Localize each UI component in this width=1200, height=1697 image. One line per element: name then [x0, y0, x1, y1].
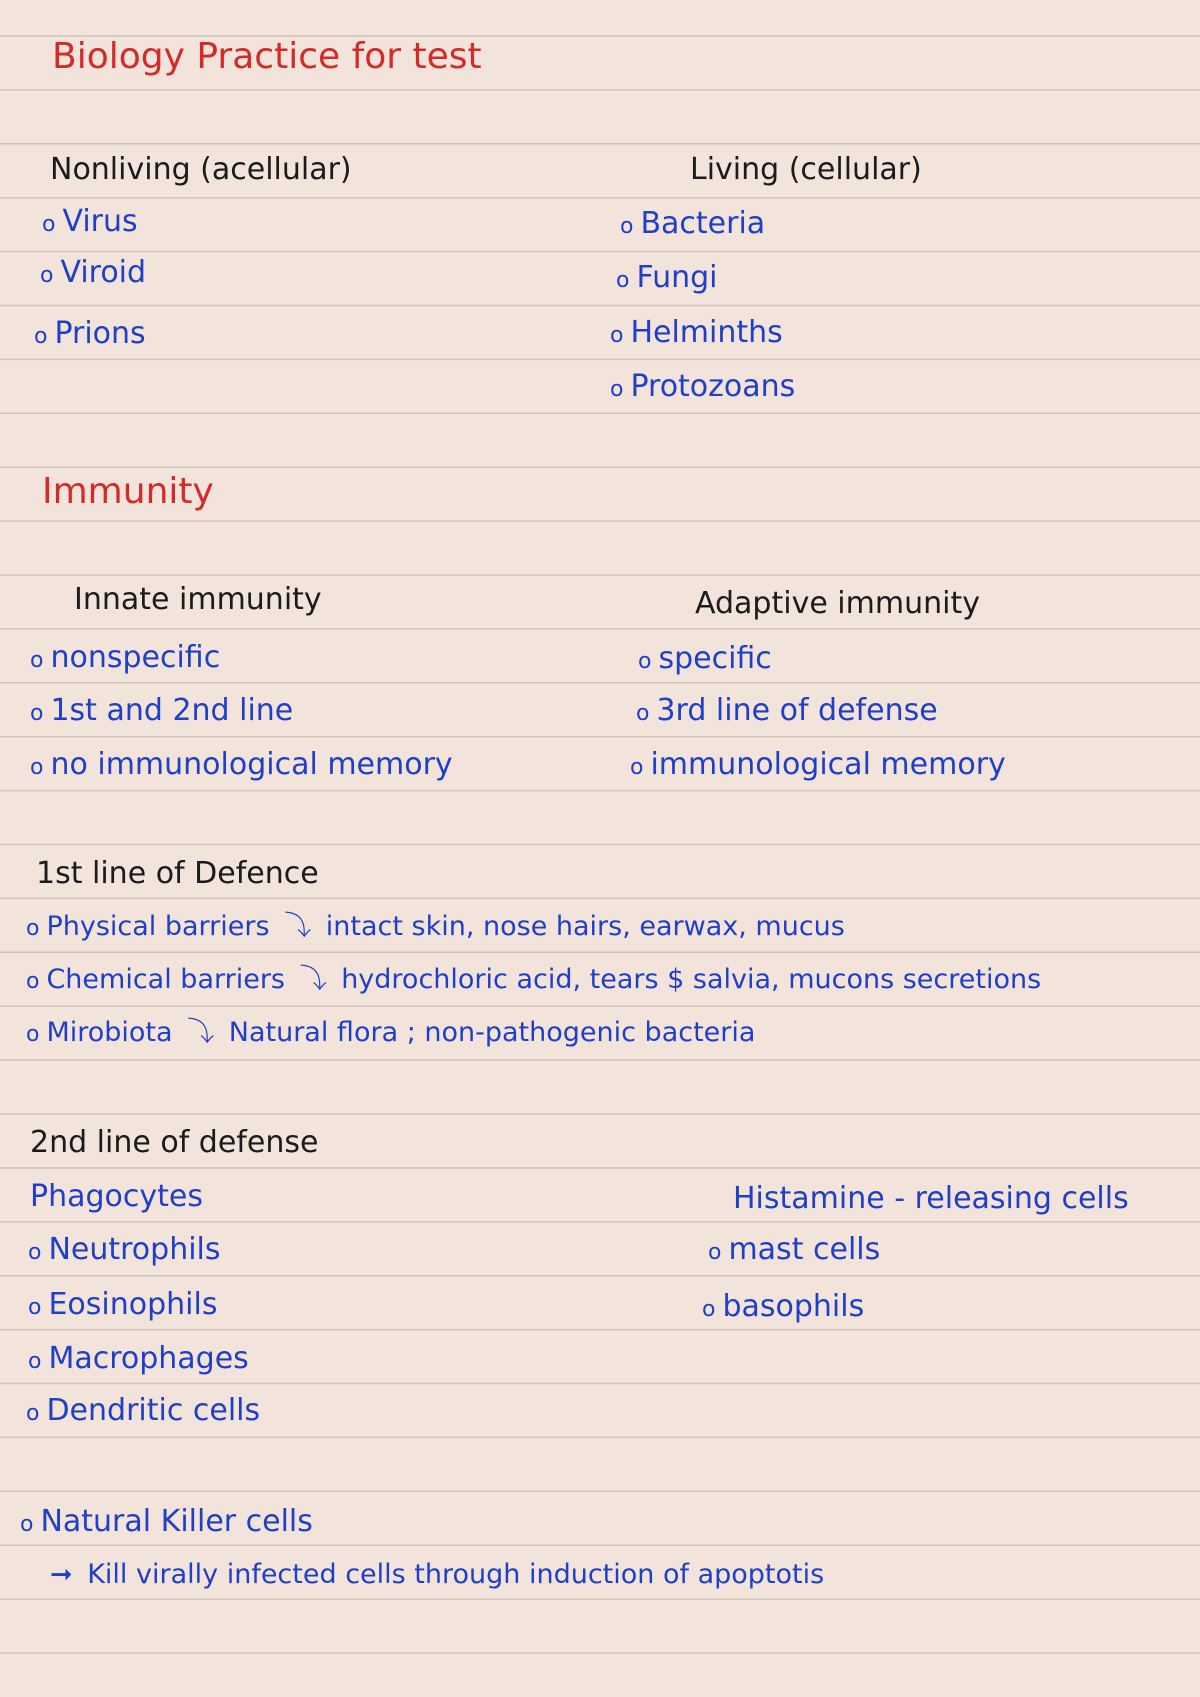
living-item: o Helminths [610, 316, 783, 353]
page-title: Biology Practice for test [52, 36, 482, 77]
phagocyte-item: o Eosinophils [28, 1288, 217, 1325]
arrow-icon: ➞ [50, 1559, 73, 1590]
nonliving-heading: Nonliving (acellular) [50, 152, 352, 187]
histamine-heading: Histamine - releasing cells [733, 1181, 1129, 1216]
arrow-icon: ⤵ [299, 964, 327, 995]
row-label: o Physical barriers [26, 911, 270, 942]
arrow-icon: ⤵ [187, 1017, 215, 1048]
phagocyte-item: o Neutrophils [28, 1233, 221, 1270]
first-line-row [26, 910, 845, 946]
second-line-heading: 2nd line of defense [30, 1125, 319, 1160]
living-item: o Bacteria [620, 207, 765, 244]
living-item: o Fungi [616, 261, 717, 298]
row-detail: Natural flora ; non-pathogenic bacteria [228, 1017, 756, 1048]
histamine-item: o mast cells [708, 1233, 880, 1270]
adaptive-item: o 3rd line of defense [636, 694, 938, 731]
nonliving-item: o Viroid [40, 256, 146, 293]
nk-detail-row [44, 1558, 824, 1592]
innate-item: o nonspecific [30, 641, 220, 678]
immunity-heading: Immunity [42, 471, 214, 512]
row-detail: hydrochloric acid, tears $ salvia, mucons secretions [341, 964, 1042, 995]
first-line-row [26, 1016, 755, 1052]
row-label: o Chemical barriers [26, 964, 285, 995]
adaptive-heading: Adaptive immunity [695, 586, 980, 621]
living-heading: Living (cellular) [690, 152, 922, 187]
phagocyte-item: o Macrophages [28, 1342, 249, 1379]
phagocytes-heading: Phagocytes [30, 1179, 203, 1214]
nonliving-item: o Prions [34, 317, 146, 354]
arrow-icon: ⤵ [284, 911, 312, 942]
innate-item: o 1st and 2nd line [30, 694, 293, 731]
adaptive-item: o immunological memory [630, 748, 1006, 785]
nk-detail: Kill virally infected cells through induction of apoptotis [87, 1559, 825, 1590]
adaptive-item: o specific [638, 642, 772, 679]
nk-heading: o Natural Killer cells [20, 1505, 313, 1542]
nonliving-item: o Virus [42, 205, 138, 242]
living-item: o Protozoans [610, 370, 795, 407]
first-line-heading: 1st line of Defence [36, 856, 319, 891]
histamine-item: o basophils [702, 1290, 864, 1327]
innate-heading: Innate immunity [74, 582, 322, 617]
first-line-row [26, 963, 1041, 999]
row-detail: intact skin, nose hairs, earwax, mucus [325, 911, 845, 942]
row-label: o Mirobiota [26, 1017, 173, 1048]
phagocyte-item: o Dendritic cells [26, 1394, 260, 1431]
innate-item: o no immunological memory [30, 748, 453, 785]
